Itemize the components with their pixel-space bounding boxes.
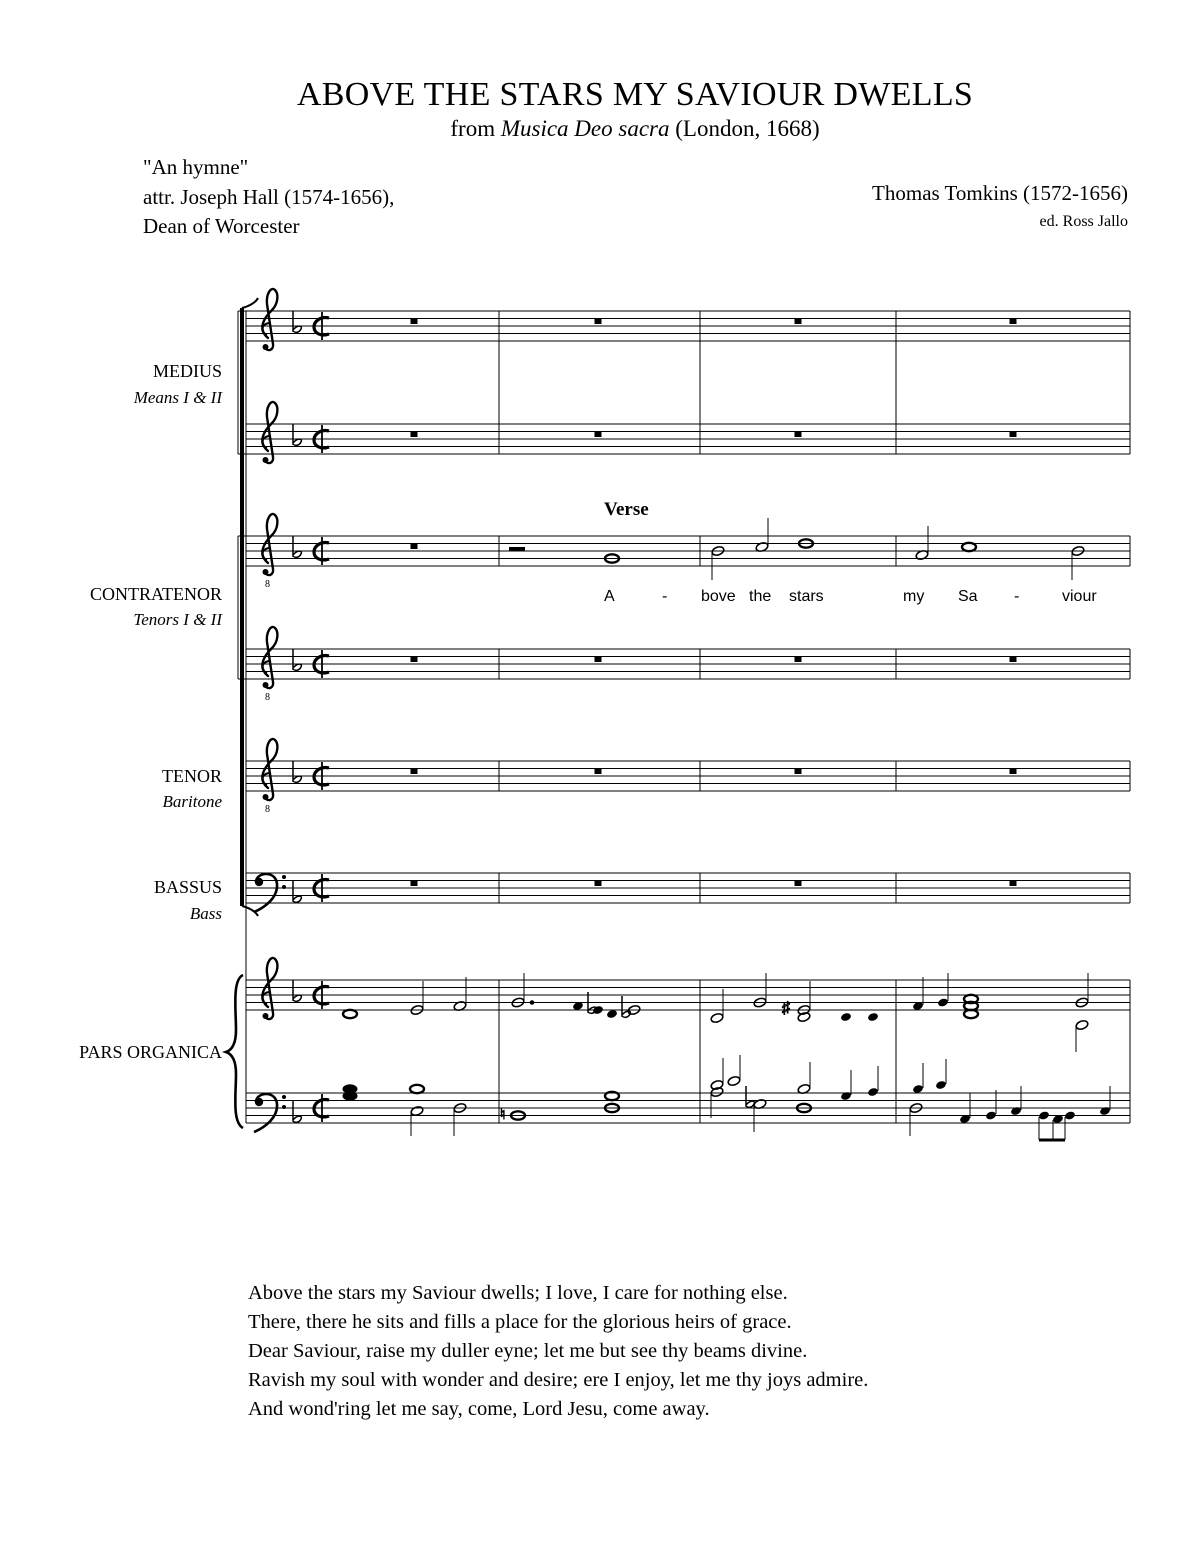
hymn-line: Dear Saviour, raise my duller eyne; let me but see thy beams divine. — [248, 1340, 808, 1362]
hymn-text — [248, 1279, 868, 1424]
hymn-line: Above the stars my Saviour dwells; I love, I care for nothing else. — [248, 1282, 788, 1304]
svg-text:8: 8 — [265, 692, 270, 703]
lyric-syllable: my — [903, 588, 925, 605]
lyric-syllable: Sa — [958, 588, 978, 605]
instrument-name-organ: PARS ORGANICA — [79, 1042, 222, 1062]
text-label: "An hymne" — [143, 155, 249, 179]
hymn-line: Ravish my soul with wonder and desire; ere I enjoy, let me thy joys admire. — [248, 1369, 869, 1391]
lyric-syllable: bove — [701, 588, 736, 605]
contratenor-lyrics — [604, 588, 1097, 605]
lyric-syllable: - — [1014, 588, 1020, 605]
staff-organ-right-hand — [246, 980, 1130, 1010]
section-label-verse: Verse — [604, 499, 649, 520]
instrument-name-bassus: BASSUS — [153, 877, 222, 897]
instrument-name-contratenor: CONTRATENOR — [89, 584, 222, 604]
staff-medius-1 — [246, 311, 1130, 341]
staff-organ-left-hand — [246, 1093, 1130, 1123]
lyric-syllable: viour — [1062, 588, 1097, 605]
lyric-syllable: - — [662, 588, 668, 605]
hymn-line: And wond'ring let me say, come, Lord Jesu, come away. — [248, 1398, 710, 1420]
organ-right-hand-notes — [343, 973, 1089, 1052]
staff-tenor — [246, 761, 1130, 791]
svg-text:8: 8 — [265, 804, 270, 815]
lyric-syllable: the — [749, 588, 772, 605]
instrument-sub-contratenor: Tenors I & II — [133, 610, 222, 629]
hymn-line: There, there he sits and fills a place for the glorious heirs of grace. — [248, 1311, 792, 1333]
svg-text:8: 8 — [265, 579, 270, 590]
instrument-sub-tenor: Baritone — [162, 792, 222, 811]
lyric-syllable: stars — [789, 588, 824, 605]
staff-bassus — [246, 873, 1130, 903]
svg-text:♯: ♯ — [782, 1000, 790, 1017]
subtitle-prefix: from — [450, 116, 501, 141]
system-brackets — [226, 298, 258, 1128]
staff-contratenor-2 — [246, 649, 1130, 679]
instrument-sub-bassus: Bass — [189, 904, 222, 923]
poet-line-1: attr. Joseph Hall (1574-1656), — [143, 185, 395, 209]
lyric-syllable: A — [604, 588, 615, 605]
piece-title: ABOVE THE STARS MY SAVIOUR DWELLS — [296, 76, 974, 113]
instrument-name-tenor: TENOR — [162, 766, 222, 786]
subtitle-source: Musica Deo sacra — [500, 116, 670, 141]
barlines — [499, 311, 1130, 1123]
instrument-sub-medius: Means I & II — [133, 388, 222, 407]
organ-left-hand-notes — [343, 1055, 1111, 1140]
composer: Thomas Tomkins (1572-1656) — [872, 181, 1128, 205]
staff-medius-2 — [246, 424, 1130, 454]
poet-line-2: Dean of Worcester — [143, 214, 300, 238]
contratenor-notes — [509, 518, 1085, 580]
svg-text:♮: ♮ — [500, 1107, 506, 1123]
subtitle-suffix: (London, 1668) — [669, 116, 820, 141]
editor: ed. Ross Jallo — [1039, 213, 1128, 230]
instrument-name-medius: MEDIUS — [152, 361, 222, 381]
staff-contratenor-1 — [246, 536, 1130, 566]
clefs-and-signatures — [254, 289, 329, 1132]
